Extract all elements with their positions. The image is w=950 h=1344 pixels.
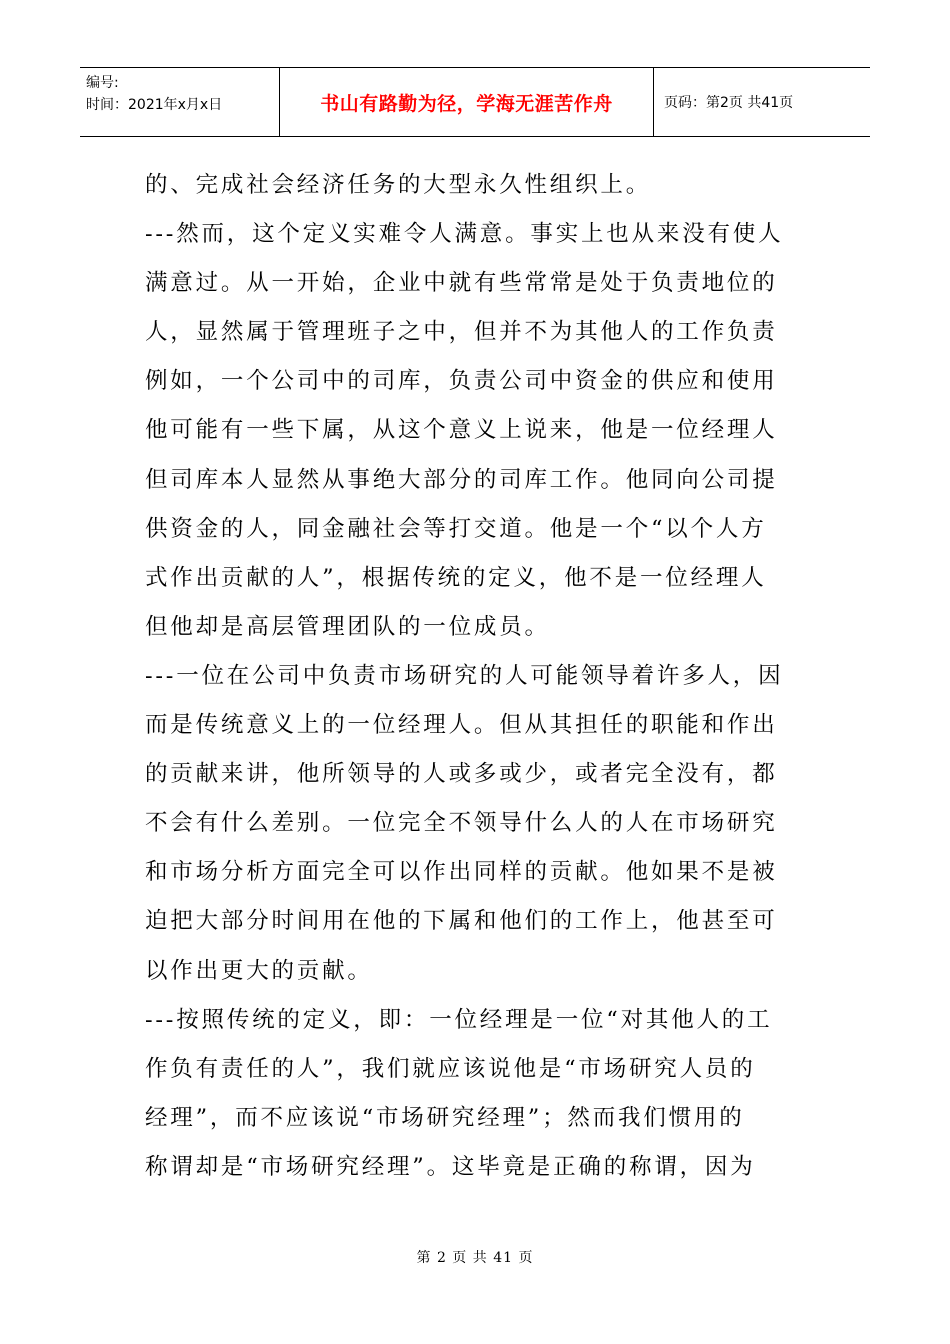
body-line: 式作出贡献的人”，根据传统的定义，他不是一位经理人 <box>145 564 767 591</box>
document-body <box>145 161 810 1192</box>
body-line: 以作出更大的贡献。 <box>145 957 373 984</box>
page-footer <box>0 1247 950 1267</box>
body-line: 供资金的人，同金融社会等打交道。他是一个“以个人方 <box>145 515 767 542</box>
body-line: 人，显然属于管理班子之中，但并不为其他人的工作负责 <box>145 319 778 346</box>
footer-page-number: 第 2 页 共 41 页 <box>416 1250 534 1266</box>
document-number-label: 编号: <box>86 75 119 91</box>
body-line: 不会有什么差别。一位完全不领导什么人的人在市场研究 <box>145 810 778 837</box>
body-line: 和市场分析方面完全可以作出同样的贡献。他如果不是被 <box>145 859 778 886</box>
body-line: 称谓却是“市场研究经理”。这毕竟是正确的称谓，因为 <box>145 1153 756 1180</box>
body-line: 但他却是高层管理团队的一位成员。 <box>145 613 550 640</box>
header-motto: 书山有路勤为径，学海无涯苦作舟 <box>320 92 613 115</box>
header-meta <box>80 68 280 136</box>
body-line: ---一位在公司中负责市场研究的人可能领导着许多人，因 <box>145 662 784 689</box>
body-line: 的贡献来讲，他所领导的人或多或少，或者完全没有，都 <box>145 761 778 788</box>
body-line: 作负有责任的人”，我们就应该说他是“市场研究人员的 <box>145 1055 756 1082</box>
body-line: ---按照传统的定义，即：一位经理是一位“对其他人的工 <box>145 1006 773 1033</box>
body-line: 例如，一个公司中的司库，负责公司中资金的供应和使用 <box>145 368 778 395</box>
header-page-info: 页码：第2页 共41页 <box>664 95 794 111</box>
body-line: 满意过。从一开始，企业中就有些常常是处于负责地位的 <box>145 270 778 297</box>
body-line: 经理”，而不应该说“市场研究经理”；然而我们惯用的 <box>145 1104 745 1131</box>
document-time: 时间：2021年x月x日 <box>86 97 223 113</box>
body-line: 迫把大部分时间用在他的下属和他们的工作上，他甚至可 <box>145 908 778 935</box>
body-line: 但司库本人显然从事绝大部分的司库工作。他同向公司提 <box>145 466 778 493</box>
body-line: 的、完成社会经济任务的大型永久性组织上。 <box>145 172 652 198</box>
body-line: ---然而，这个定义实难令人满意。事实上也从来没有使人 <box>145 221 784 248</box>
body-line: 而是传统意义上的一位经理人。但从其担任的职能和作出 <box>145 712 778 739</box>
header-page-info-cell <box>654 68 870 136</box>
header-motto-cell <box>280 68 654 136</box>
page-header <box>80 67 870 137</box>
body-line: 他可能有一些下属，从这个意义上说来，他是一位经理人 <box>145 417 778 444</box>
